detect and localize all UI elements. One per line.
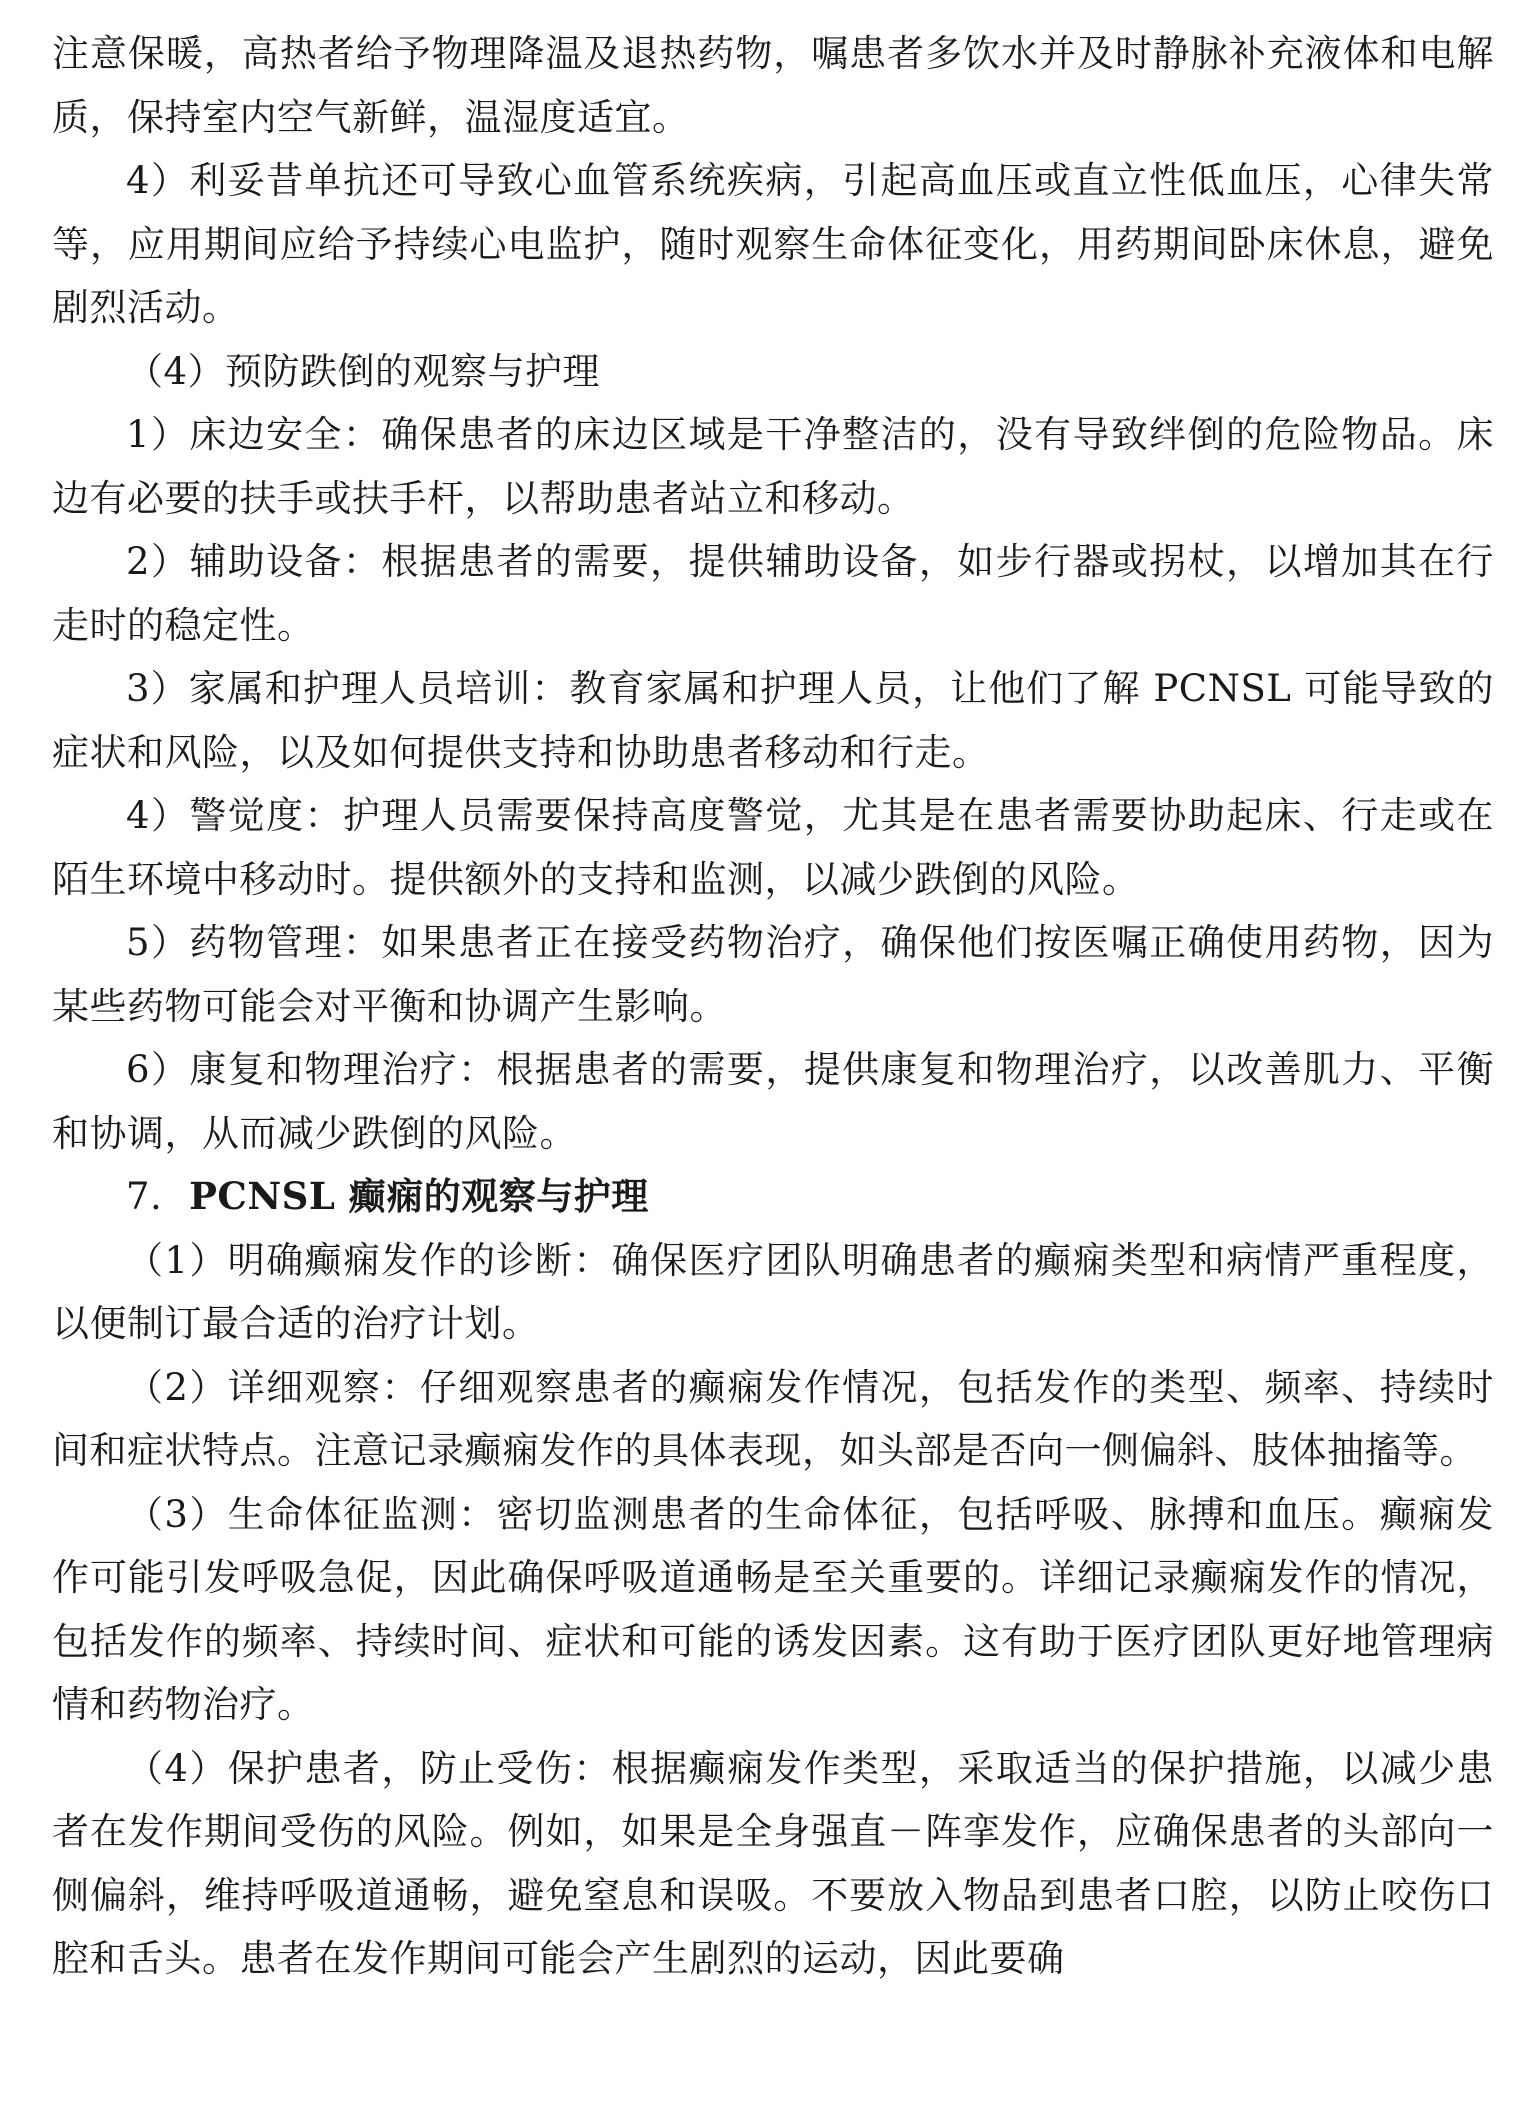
paragraph-detailed-observation: （2）详细观察：仔细观察患者的癫痫发作情况，包括发作的类型、频率、持续时间和症状特点。注意记录癫痫发作的具体表现，如头部是否向一侧偏斜、肢体抽搐等。 [52,1365,1494,1472]
section-number: 7. [126,1175,163,1218]
section-title: PCNSL 癫痫的观察与护理 [189,1174,649,1218]
subheading-fall-prevention: （4）预防跌倒的观察与护理 [126,349,601,393]
paragraph-bedside-safety: 1）床边安全：确保患者的床边区域是干净整洁的，没有导致绊倒的危险物品。床边有必要的扶手或扶手杆，以帮助患者站立和移动。 [52,413,1494,520]
document-page [52,22,1494,1991]
paragraph-medication-management: 5）药物管理：如果患者正在接受药物治疗，确保他们按医嘱正确使用药物，因为某些药物可能会对平衡和协调产生影响。 [52,921,1494,1028]
paragraph-rehabilitation: 6）康复和物理治疗：根据患者的需要，提供康复和物理治疗，以改善肌力、平衡和协调，从而减少跌倒的风险。 [52,1048,1494,1155]
paragraph-family-training: 3）家属和护理人员培训：教育家属和护理人员，让他们了解 PCNSL 可能导致的症状和风险，以及如何提供支持和协助患者移动和行走。 [52,667,1494,774]
paragraph-continuation: 注意保暖，高热者给予物理降温及退热药物，嘱患者多饮水并及时静脉补充液体和电解质，保持室内空气新鲜，温湿度适宜。 [52,32,1494,139]
paragraph-vital-signs: （3）生命体征监测：密切监测患者的生命体征，包括呼吸、脉搏和血压。癫痫发作可能引发呼吸急促，因此确保呼吸道通畅是至关重要的。详细记录癫痫发作的情况，包括发作的频率、持续时间、症状和可能的诱发因素。这有助于医疗团队更好地管理病情和药物治疗。 [52,1492,1494,1726]
paragraph-assistive-devices: 2）辅助设备：根据患者的需要，提供辅助设备，如步行器或拐杖，以增加其在行走时的稳定性。 [52,540,1494,647]
paragraph-injury-protection: （4）保护患者，防止受伤：根据癫痫发作类型，采取适当的保护措施，以减少患者在发作期间受伤的风险。例如，如果是全身强直－阵挛发作，应确保患者的头部向一侧偏斜，维持呼吸道通畅，避免窒息和误吸。不要放入物品到患者口腔，以防止咬伤口腔和舌头。患者在发作期间可能会产生剧烈的运动，因此要确 [52,1746,1494,1980]
section-heading-epilepsy [52,1165,1494,1229]
paragraph-epilepsy-diagnosis: （1）明确癫痫发作的诊断：确保医疗团队明确患者的癫痫类型和病情严重程度，以便制订最合适的治疗计划。 [52,1238,1494,1345]
paragraph-alertness: 4）警觉度：护理人员需要保持高度警觉，尤其是在患者需要协助起床、行走或在陌生环境中移动时。提供额外的支持和监测，以减少跌倒的风险。 [52,794,1494,901]
paragraph-rituximab-cardiovascular: 4）利妥昔单抗还可导致心血管系统疾病，引起高血压或直立性低血压，心律失常等，应用期间应给予持续心电监护，随时观察生命体征变化，用药期间卧床休息，避免剧烈活动。 [52,159,1494,329]
